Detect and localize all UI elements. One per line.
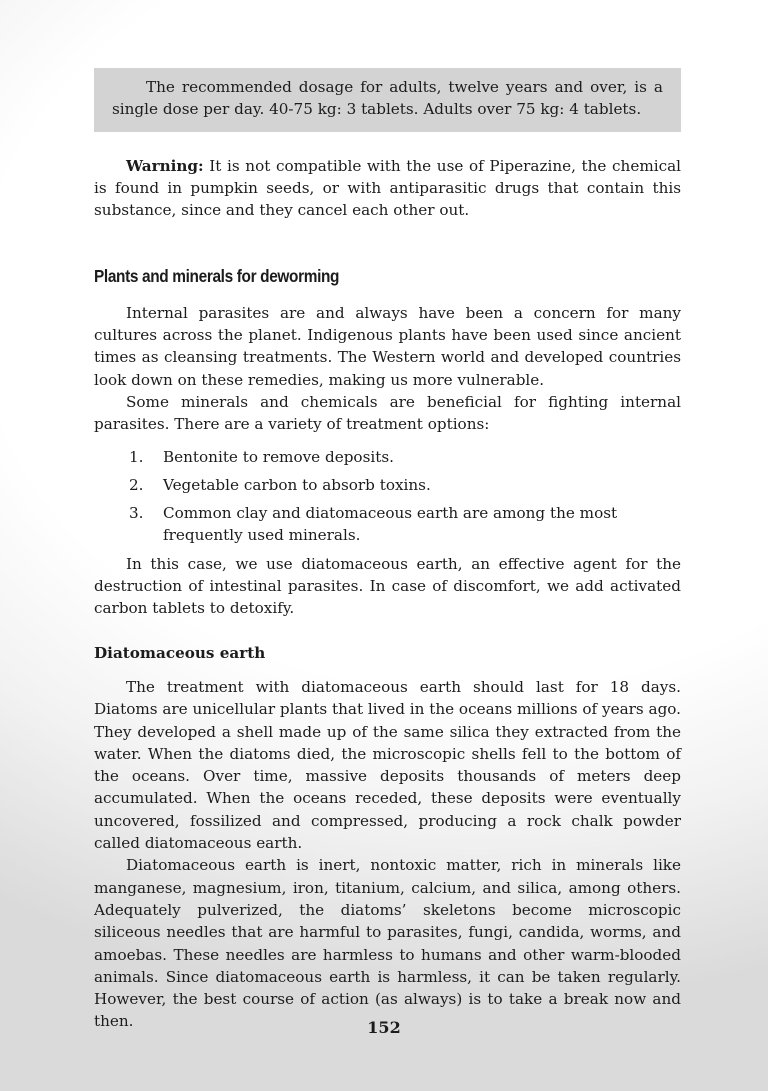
- page-number: 152: [367, 1018, 401, 1037]
- dosage-note-text: The recommended dosage for adults, twelve years and over, is a single dose per day. 40-75 kg: 3 tablets. Adults over 75 kg: 4 tablets.: [112, 78, 663, 119]
- subsection-paragraph-2: Diatomaceous earth is inert, nontoxic matter, rich in minerals like manganese, magnesium, iron, titanium, calcium, and silica, among others. Adequately pulverized, the diatoms’ skeletons become microscopic siliceous needles that are harmful to parasites, fungi, candida, worms, and amoebas. These needles are harmless to humans and other warm-blooded animals. Since diatomaceous earth is harmless, it can be taken regularly. However, the best course of action (as always) is to take a break now and then.: [94, 856, 681, 1031]
- list-item: [94, 474, 681, 496]
- section-heading: Plants and minerals for deworming: [94, 266, 340, 287]
- subsection-paragraph-1: The treatment with diatomaceous earth should last for 18 days. Diatoms are unicellular plants that lived in the oceans millions of years ago. They developed a shell made up of the same silica they extracted from the water. When the diatoms died, the microscopic shells fell to the bottom of the oceans. Over time, massive deposits thousands of meters deep accumulated. When the oceans receded, these deposits were eventually uncovered, fossilized and compressed, producing a rock chalk powder called diatomaceous earth.: [94, 677, 681, 853]
- list-item-number: 3.: [129, 504, 144, 523]
- list-item-text: Bentonite to remove deposits.: [163, 447, 394, 466]
- page-content: [94, 68, 681, 1033]
- after-list-paragraph: In this case, we use diatomaceous earth, an effective agent for the destruction of intestinal parasites. In case of discomfort, we add activated carbon tablets to detoxify.: [94, 554, 681, 618]
- list-item: [94, 502, 681, 547]
- warning-label: Warning:: [126, 156, 204, 175]
- list-item-text: Common clay and diatomaceous earth are among the most frequently used minerals.: [163, 504, 618, 545]
- list-item-number: 2.: [129, 475, 144, 494]
- list-item-number: 1.: [129, 447, 144, 466]
- warning-paragraph: [94, 155, 681, 222]
- subsection-heading: Diatomaceous earth: [94, 643, 266, 662]
- treatment-options-list: [94, 446, 681, 547]
- section-paragraph-1: Internal parasites are and always have been a concern for many cultures across the planet. Indigenous plants have been used since ancient times as cleansing treatments. The Western world and developed countries look down on these remedies, making us more vulnerable.: [94, 303, 681, 389]
- section-paragraph-2: Some minerals and chemicals are beneficial for fighting internal parasites. There are a variety of treatment options:: [94, 392, 681, 434]
- dosage-note-box: [94, 68, 681, 132]
- warning-text: It is not compatible with the use of Piperazine, the chemical is found in pumpkin seeds, or with antiparasitic drugs that contain this substance, since and they cancel each other out.: [94, 156, 681, 220]
- list-item: [94, 446, 681, 468]
- list-item-text: Vegetable carbon to absorb toxins.: [163, 475, 431, 494]
